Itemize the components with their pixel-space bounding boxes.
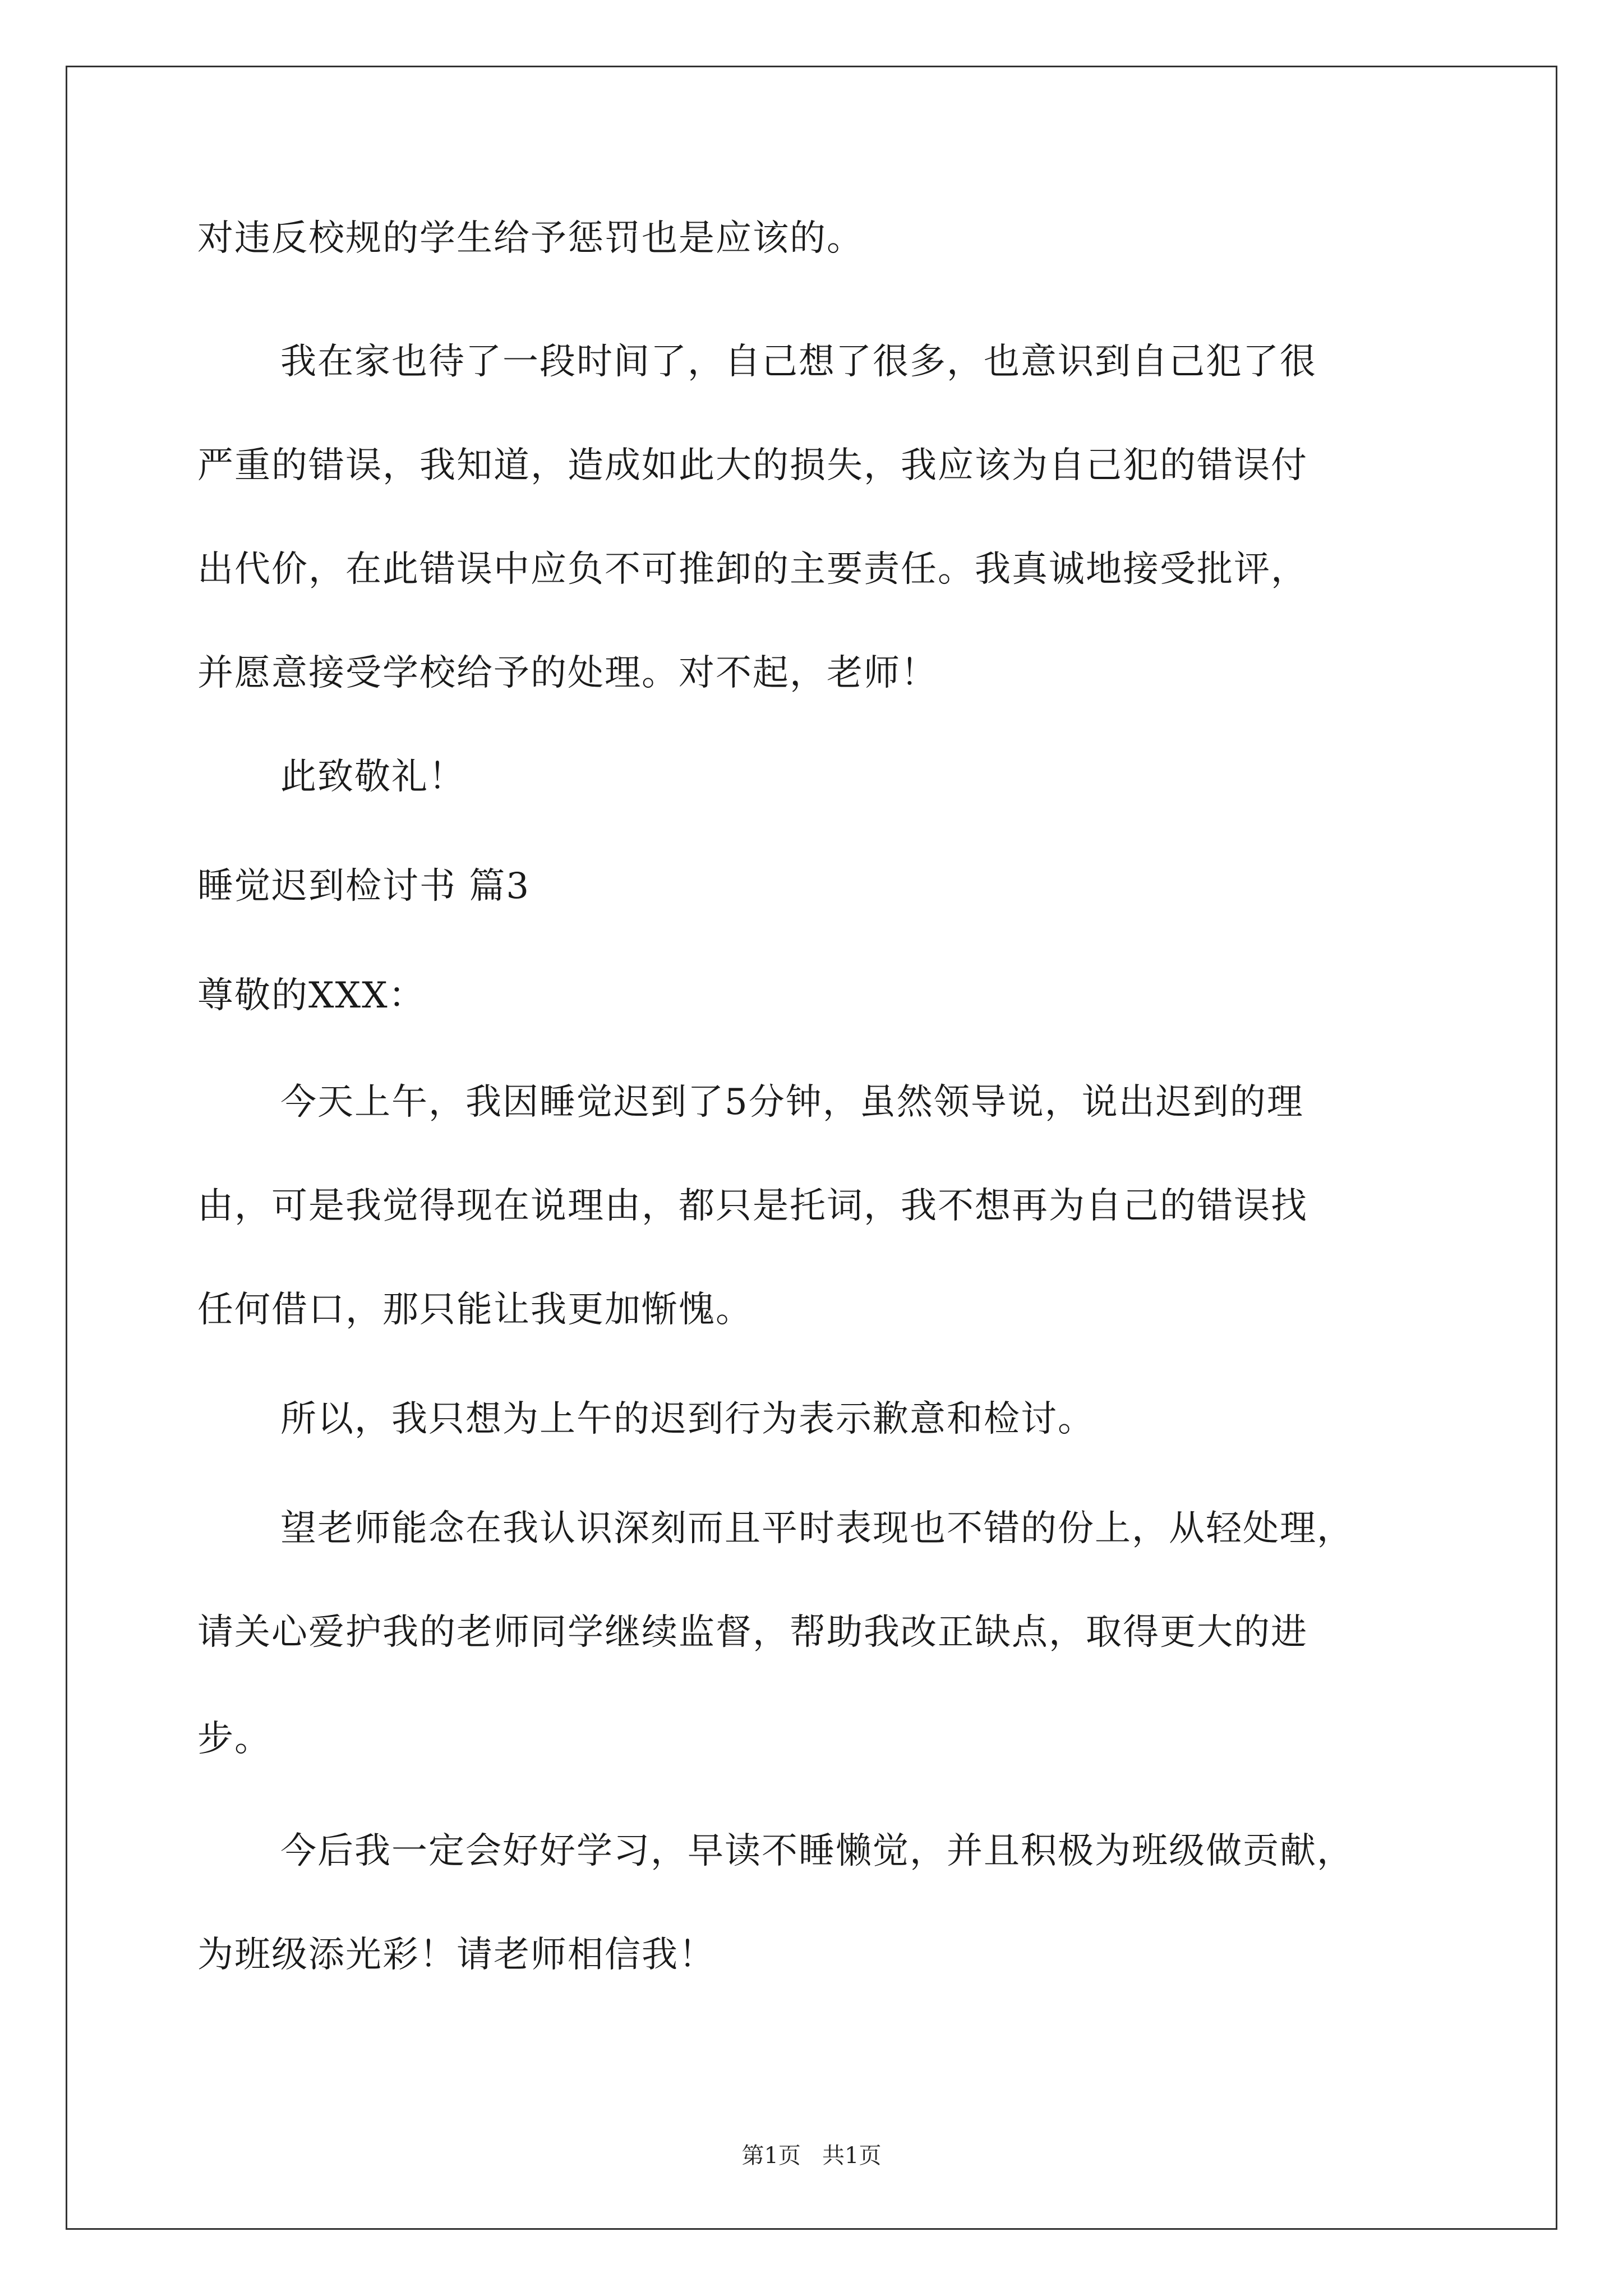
text-line: 为班级添光彩！请老师相信我！ bbox=[197, 1934, 716, 1976]
text-line: 今天上午，我因睡觉迟到了5分钟，虽然领导说，说出迟到的理 bbox=[280, 1082, 1304, 1123]
text-line: 任何借口，那只能让我更加惭愧。 bbox=[197, 1289, 753, 1331]
page-border bbox=[66, 66, 1557, 2230]
text-line: 今后我一定会好好学习，早读不睡懒觉，并且积极为班级做贡献， bbox=[280, 1830, 1354, 1872]
text-line: 严重的错误，我知道，造成如此大的损失，我应该为自己犯的错误付 bbox=[197, 445, 1308, 486]
text-line: 所以，我只想为上午的迟到行为表示歉意和检讨。 bbox=[280, 1398, 1095, 1440]
text-line: 对违反校规的学生给予惩罚也是应该的。 bbox=[197, 218, 864, 259]
text-line: 我在家也待了一段时间了，自己想了很多，也意识到自己犯了很 bbox=[280, 341, 1317, 383]
text-line: 步。 bbox=[197, 1718, 271, 1760]
text-line: 望老师能念在我认识深刻而且平时表现也不错的份上，从轻处理， bbox=[280, 1508, 1354, 1549]
text-line: 由，可是我觉得现在说理由，都只是托词，我不想再为自己的错误找 bbox=[197, 1185, 1308, 1227]
text-line: 请关心爱护我的老师同学继续监督，帮助我改正缺点，取得更大的进 bbox=[197, 1612, 1308, 1653]
text-line: 此致敬礼！ bbox=[280, 756, 465, 798]
salutation: 尊敬的XXX： bbox=[197, 975, 426, 1016]
page-footer: 第1页 共1页 bbox=[741, 2143, 882, 2169]
section-heading: 睡觉迟到检讨书 篇3 bbox=[197, 866, 531, 907]
text-line: 并愿意接受学校给予的处理。对不起，老师！ bbox=[197, 652, 938, 694]
text-line: 出代价，在此错误中应负不可推卸的主要责任。我真诚地接受批评， bbox=[197, 549, 1308, 590]
